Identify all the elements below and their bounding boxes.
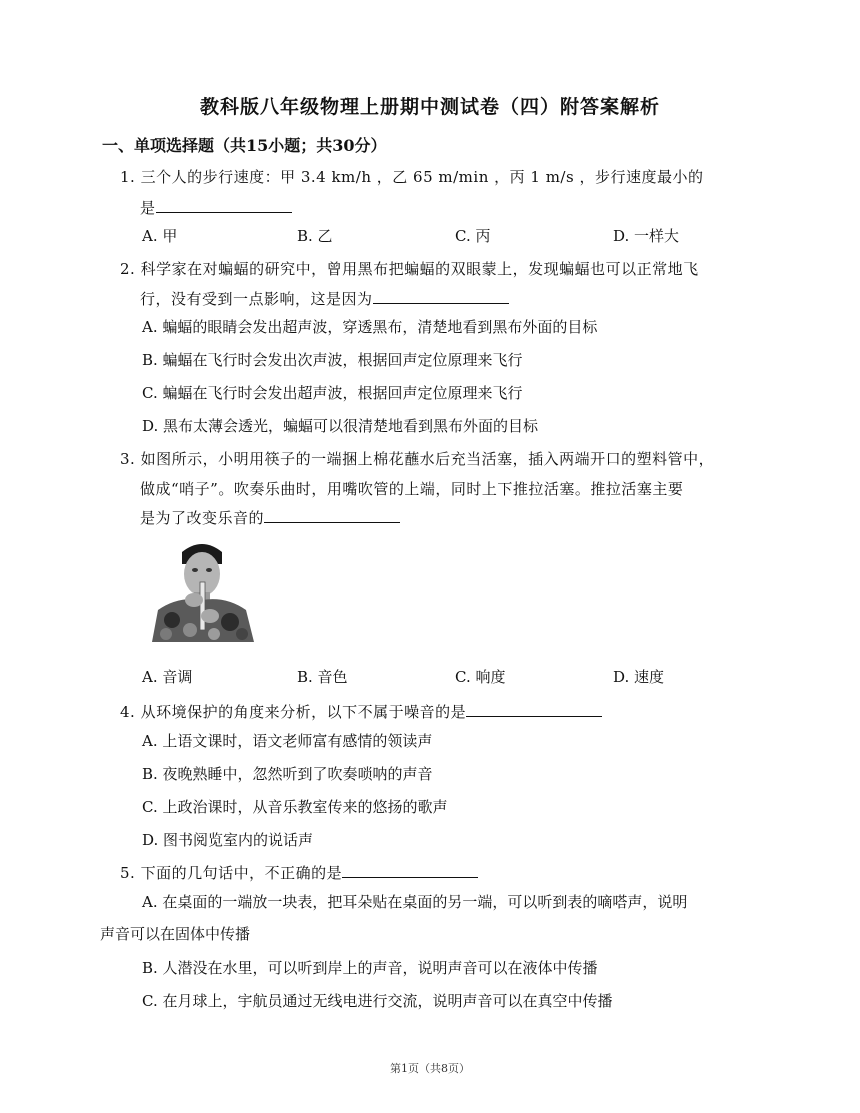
page-footer: 第1页（共8页） bbox=[390, 1062, 470, 1075]
q2-option-d: D. 黑布太薄会透光，蝙蝠可以很清楚地看到黑布外面的目标 bbox=[142, 417, 539, 435]
q3-option-a: A. 音调 bbox=[142, 668, 193, 686]
answer-blank bbox=[156, 198, 292, 213]
question-1-text-cont: 是 bbox=[140, 197, 292, 218]
question-4-text: 4. 从环境保护的角度来分析，以下不属于噪音的是 bbox=[120, 701, 602, 722]
question-2-text: 2. 科学家在对蝙蝠的研究中，曾用黑布把蝙蝠的双眼蒙上，发现蝙蝠也可以正常地飞 bbox=[120, 260, 699, 278]
question-3-text-cont2: 是为了改变乐音的 bbox=[140, 507, 400, 528]
q1-option-d: D. 一样大 bbox=[613, 227, 680, 245]
section-heading: 一、单项选择题（共15小题；共30分） bbox=[102, 136, 387, 155]
answer-blank bbox=[466, 702, 602, 717]
question-3-text-cont: 做成“哨子”。吹奏乐曲时，用嘴吹管的上端，同时上下推拉活塞。推拉活塞主要 bbox=[140, 480, 684, 498]
answer-blank bbox=[342, 863, 478, 878]
q3-option-b: B. 音色 bbox=[297, 668, 348, 686]
q5-option-a-cont: 声音可以在固体中传播 bbox=[100, 925, 251, 943]
question-1-text: 1. 三个人的步行速度：甲 3.4 km/h ，乙 65 m/min ，丙 1 m/s ，步行速度最小的 bbox=[120, 168, 704, 186]
q4-option-a: A. 上语文课时，语文老师富有感情的领读声 bbox=[142, 732, 433, 750]
q4-option-d: D. 图书阅览室内的说话声 bbox=[142, 831, 314, 849]
whistle-player-photo bbox=[138, 530, 266, 642]
q1-option-c: C. 丙 bbox=[455, 227, 491, 245]
answer-blank bbox=[373, 289, 509, 304]
q5-option-a: A. 在桌面的一端放一块表，把耳朵贴在桌面的另一端，可以听到表的嘀嗒声，说明 bbox=[142, 893, 688, 911]
page-title: 教科版八年级物理上册期中测试卷（四）附答案解析 bbox=[199, 96, 660, 118]
q2-option-a: A. 蝙蝠的眼睛会发出超声波，穿透黑布，清楚地看到黑布外面的目标 bbox=[142, 318, 598, 336]
q3-option-c: C. 响度 bbox=[455, 668, 506, 686]
q3-option-d: D. 速度 bbox=[613, 668, 665, 686]
question-3-text: 3. 如图所示，小明用筷子的一端捆上棉花蘸水后充当活塞，插入两端开口的塑料管中， bbox=[120, 450, 715, 468]
q2-option-c: C. 蝙蝠在飞行时会发出超声波，根据回声定位原理来飞行 bbox=[142, 384, 523, 402]
q4-option-b: B. 夜晚熟睡中，忽然听到了吹奏唢呐的声音 bbox=[142, 765, 433, 783]
q1-option-a: A. 甲 bbox=[142, 227, 178, 245]
question-5-text: 5. 下面的几句话中，不正确的是 bbox=[120, 862, 478, 883]
q2-option-b: B. 蝙蝠在飞行时会发出次声波，根据回声定位原理来飞行 bbox=[142, 351, 523, 369]
answer-blank bbox=[264, 508, 400, 523]
question-2-text-cont: 行，没有受到一点影响，这是因为 bbox=[140, 288, 509, 309]
q4-option-c: C. 上政治课时，从音乐教室传来的悠扬的歌声 bbox=[142, 798, 448, 816]
q1-option-b: B. 乙 bbox=[297, 227, 333, 245]
q5-option-c: C. 在月球上，宇航员通过无线电进行交流，说明声音可以在真空中传播 bbox=[142, 992, 613, 1010]
q5-option-b: B. 人潜没在水里，可以听到岸上的声音，说明声音可以在液体中传播 bbox=[142, 959, 598, 977]
